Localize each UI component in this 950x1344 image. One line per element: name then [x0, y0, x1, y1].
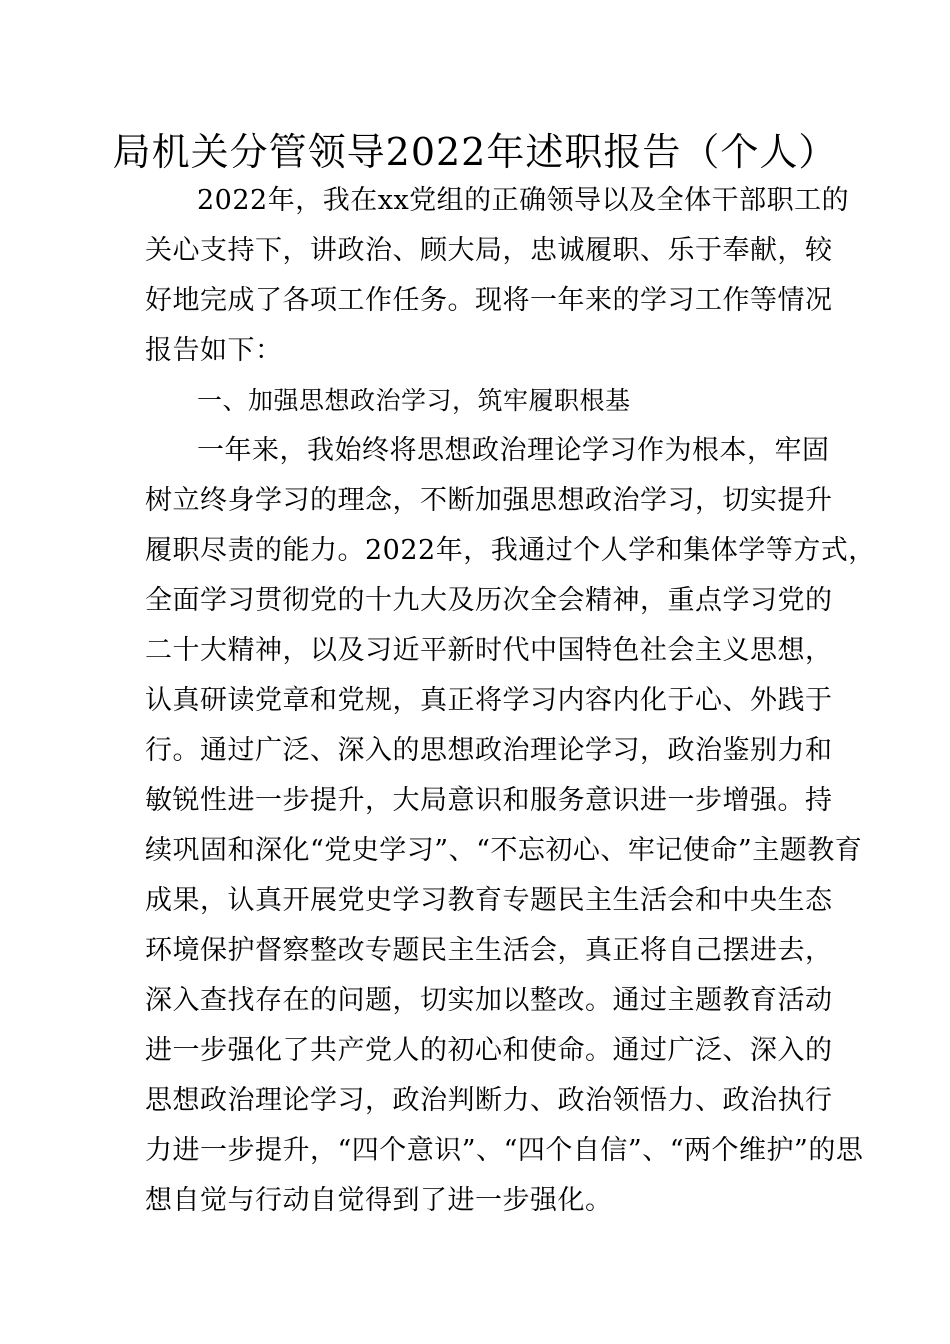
document-body [145, 176, 876, 1226]
paragraph-line: 履职尽责的能力。2022年，我通过个人学和集体学等方式， [145, 535, 876, 566]
paragraph-line: 2022年，我在xx党组的正确领导以及全体干部职工的 [197, 185, 850, 216]
paragraph-line: 认真研读党章和党规，真正将学习内容内化于心、外践于 [145, 685, 833, 716]
paragraph-line: 成果，认真开展党史学习教育专题民主生活会和中央生态 [145, 885, 833, 916]
paragraph-line: 一年来，我始终将思想政治理论学习作为根本，牢固 [197, 435, 830, 466]
section-heading: 一、加强思想政治学习，筑牢履职根基 [197, 386, 631, 415]
paragraph-line: 续巩固和深化“党史学习”、“不忘初心、牢记使命”主题教育 [145, 835, 863, 866]
paragraph-line: 报告如下： [145, 335, 283, 366]
paragraph-line: 行。通过广泛、深入的思想政治理论学习，政治鉴别力和 [145, 735, 833, 766]
paragraph-line: 思想政治理论学习，政治判断力、政治领悟力、政治执行 [145, 1085, 833, 1116]
paragraph-line: 深入查找存在的问题，切实加以整改。通过主题教育活动 [145, 985, 833, 1016]
paragraph-line: 想自觉与行动自觉得到了进一步强化。 [145, 1185, 613, 1216]
paragraph-line: 树立终身学习的理念，不断加强思想政治学习，切实提升 [145, 485, 833, 516]
paragraph-line: 好地完成了各项工作任务。现将一年来的学习工作等情况 [145, 285, 833, 316]
paragraph-line: 环境保护督察整改专题民主生活会，真正将自己摆进去， [145, 935, 833, 966]
document-title: 局机关分管领导2022年述职报告（个人） [112, 130, 838, 174]
paragraph-line: 全面学习贯彻党的十九大及历次全会精神，重点学习党的 [145, 585, 833, 616]
paragraph-line: 敏锐性进一步提升，大局意识和服务意识进一步增强。持 [145, 785, 833, 816]
paragraph-line: 关心支持下，讲政治、顾大局，忠诚履职、乐于奉献，较 [145, 235, 833, 266]
paragraph-line: 进一步强化了共产党人的初心和使命。通过广泛、深入的 [145, 1035, 833, 1066]
paragraph-line: 力进一步提升，“四个意识”、“四个自信”、“两个维护”的思 [145, 1135, 864, 1166]
paragraph-line: 二十大精神，以及习近平新时代中国特色社会主义思想， [145, 635, 833, 666]
